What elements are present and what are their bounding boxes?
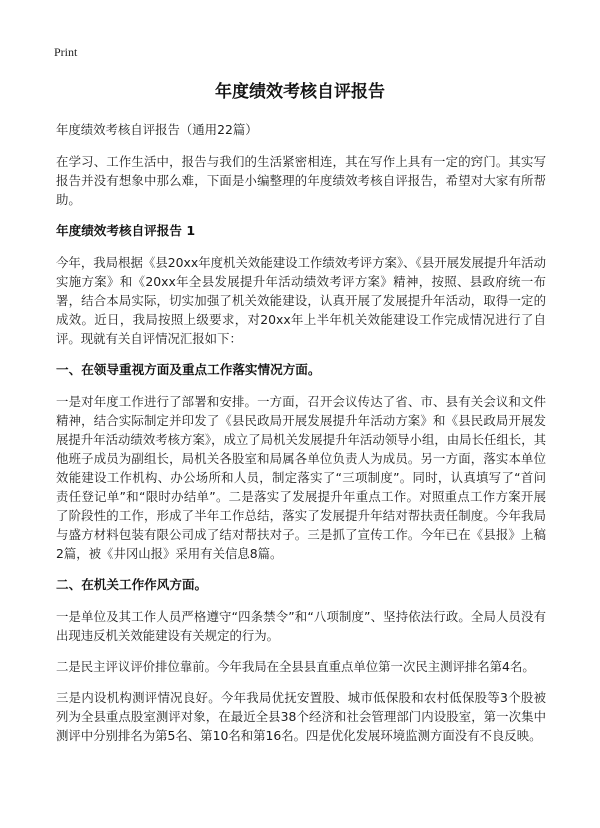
print-link[interactable]: Print	[54, 45, 78, 59]
article-body	[56, 120, 546, 757]
body-paragraph: 一是对年度工作进行了部署和安排。一方面，召开会议传达了省、市、县有关会议和文件精神，结合实际制定并印发了《县民政局开展发展提升年活动方案》和《县民政局开展发展提升年活动绩效考核方案》，成立了局机关发展提升年活动领导小组，由局长任组长，其他班子成员为副组长，局机关各股室和局属各单位负责人为成员。另一方面，落实本单位效能建设工作机构、办公场所和人员，制定落实了“三项制度”。同时，认真填写了“首问责任登记单”和“限时办结单”。二是落实了发展提升年重点工作。对照重点工作方案开展了阶段性的工作，形成了半年工作总结，落实了发展提升年结对帮扶责任制度。今年我局与盛方材料包装有限公司成了结对帮扶对子。三是抓了宣传工作。今年已在《县报》上稿2篇，被《井冈山报》采用有关信息8篇。	[56, 394, 546, 561]
body-paragraph: 今年，我局根据《县20xx年度机关效能建设工作绩效考评方案》、《县开展发展提升年活动实施方案》和《20xx年全县发展提升年活动绩效考评方案》精神，按照、县政府统一布署，结合本局实际，切实加强了机关效能建设，认真开展了发展提升年活动，取得一定的成效。近日，我局按照上级要求，对20xx年上半年机关效能建设工作完成情况进行了自评。现就有关自评情况汇报如下：	[56, 255, 546, 346]
part2-heading: 二、在机关工作作风方面。	[56, 577, 208, 592]
page-title: 年度绩效考核自评报告	[215, 82, 385, 102]
body-paragraph: 一是单位及其工作人员严格遵守“四条禁令”和“八项制度”、坚持依法行政。全局人员没有出现违反机关效能建设有关规定的行为。	[56, 609, 546, 643]
article-subtitle: 年度绩效考核自评报告（通用22篇）	[56, 122, 258, 137]
body-paragraph: 三是内设机构测评情况良好。今年我局优抚安置股、城市低保股和农村低保股等3个股被列为全县重点股室测评对象，在最近全县38个经济和社会管理部门内设股室，第一次集中测评中分别排名为第5名、第10名和第16名。四是优化发展环境监测方面没有不良反映。	[56, 690, 546, 743]
section-heading: 年度绩效考核自评报告 1	[56, 223, 196, 238]
body-paragraph: 二是民主评议评价排位靠前。今年我局在全县县直重点单位第一次民主测评排名第4名。	[56, 659, 535, 674]
part1-heading: 一、在领导重视方面及重点工作落实情况方面。	[56, 362, 321, 377]
intro-paragraph: 在学习、工作生活中，报告与我们的生活紧密相连，其在写作上具有一定的窍门。其实写报告并没有想象中那么难，下面是小编整理的年度绩效考核自评报告，希望对大家有所帮助。	[56, 154, 546, 207]
